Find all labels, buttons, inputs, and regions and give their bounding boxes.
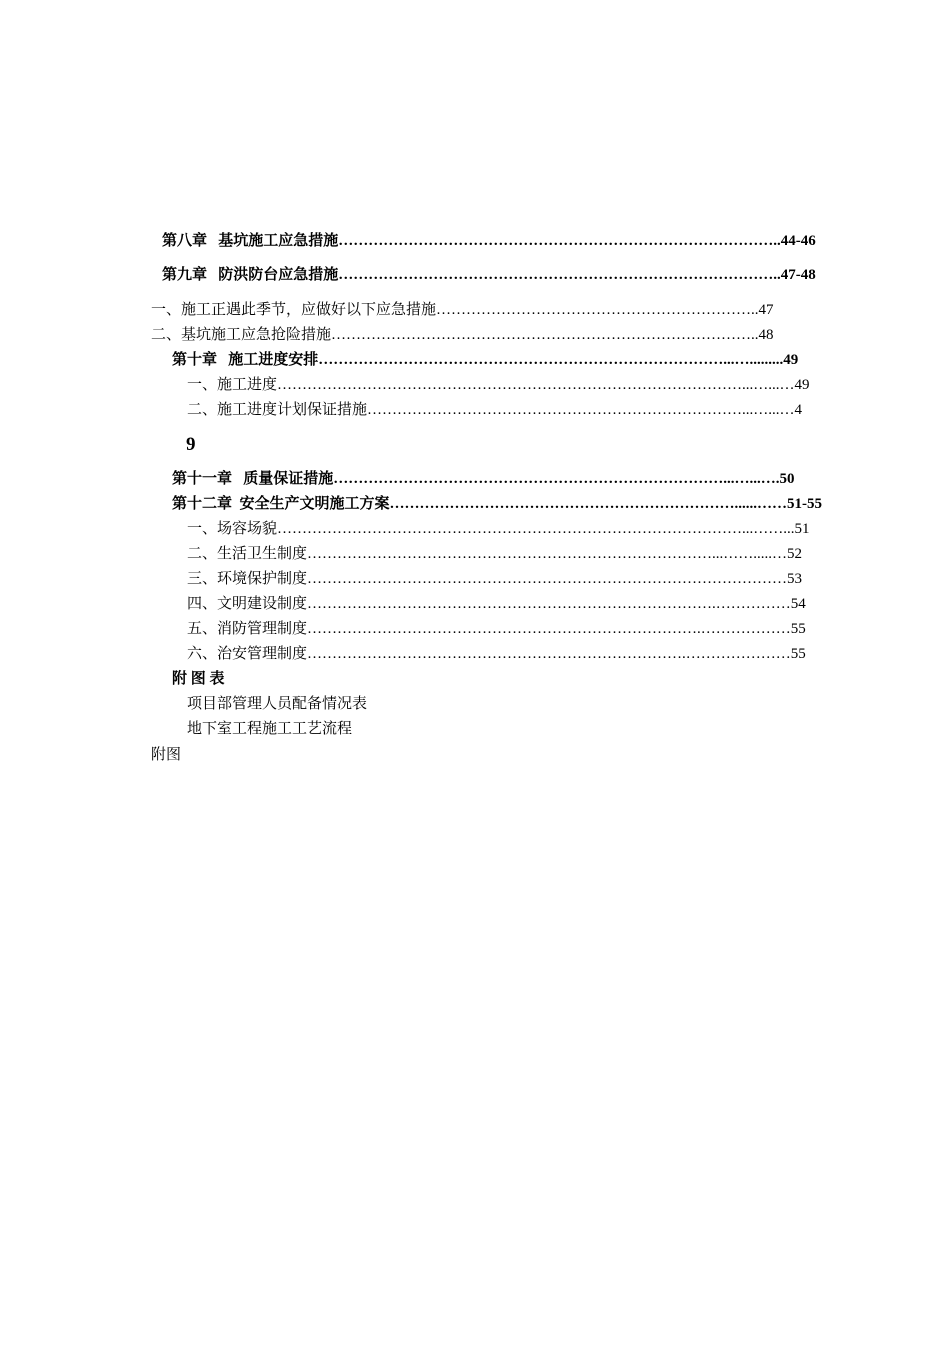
toc-page: …………53: [727, 571, 803, 587]
toc-leader-dots: ……………………………………………………………………: [307, 621, 698, 637]
toc-entry-s9-1: [151, 300, 783, 320]
toc-entry-s12-5: [187, 619, 816, 639]
appendix-heading: 附 图 表: [172, 671, 225, 687]
toc-entry-s12-2: [187, 544, 816, 564]
toc-title: 三、环境保护制度: [187, 571, 308, 587]
toc-wrapped-page-digit: 9: [186, 434, 196, 455]
toc-page: ...…...….50: [723, 471, 795, 487]
appendix-item: 地下室工程施工工艺流程: [187, 721, 353, 737]
toc-title: 四、文明建设制度: [187, 596, 308, 612]
toc-page: ......……51-55: [734, 496, 823, 512]
toc-page: ...…...…49: [742, 377, 810, 393]
toc-page: ...……...51: [742, 521, 810, 537]
toc-title: 第九章 防洪防台应急措施: [162, 267, 339, 283]
toc-entry-s12-6: [187, 644, 816, 664]
toc-leader-dots: ……………………………………………………………………: [333, 471, 724, 487]
toc-entry-s12-1: [187, 519, 816, 539]
toc-leader-dots: …………………………………………………………………: [367, 402, 743, 418]
toc-entry-s12-4: [187, 594, 816, 614]
toc-leader-dots: …………………………………………………………………………………: [277, 521, 743, 537]
toc-page: ..48: [751, 327, 774, 343]
toc-title: 二、基坑施工应急抢险措施: [151, 327, 332, 343]
appendix-item: 项目部管理人员配备情况表: [187, 696, 368, 712]
toc-title: 五、消防管理制度: [187, 621, 308, 637]
toc-title: 第十章 施工进度安排: [172, 352, 319, 368]
toc-leader-dots: ……………………………………………………………………………: [338, 233, 774, 249]
toc-leader-dots: …………………………………………………………………: [307, 646, 683, 662]
toc-entry-s9-2: [151, 325, 784, 345]
toc-leader-dots: ………………………………………………………………………: [318, 352, 724, 368]
toc-title: 二、生活卫生制度: [187, 546, 308, 562]
toc-title: 第十一章 质量保证措施: [172, 471, 334, 487]
toc-leader-dots: ……………………………………………………………………………: [338, 267, 774, 283]
toc-entry-s10-2: [187, 400, 808, 420]
toc-leader-dots: …………………………………………………………………………: [331, 327, 752, 343]
toc-page: ...…….....…52: [712, 546, 803, 562]
toc-title: 六、治安管理制度: [187, 646, 308, 662]
toc-leader-dots: ……………………………………………………………: [389, 496, 735, 512]
toc-entry-s10-1: [187, 375, 816, 395]
toc-leader-dots: …………………………………………………………………………: [307, 571, 728, 587]
toc-page: ...…...…4: [742, 402, 803, 418]
toc-entry-ch8: [162, 231, 829, 251]
toc-page: ...….........49: [723, 352, 799, 368]
toc-page: ..47-48: [773, 267, 816, 283]
toc-title: 一、施工进度: [187, 377, 278, 393]
toc-entry-ch10: [172, 350, 805, 370]
toc-page: ..47: [751, 302, 774, 318]
toc-page: .……………54: [712, 596, 806, 612]
toc-entry-ch12: [172, 494, 830, 514]
toc-title: 一、施工正遇此季节，应做好以下应急措施: [151, 302, 437, 318]
toc-page: .…………………55: [682, 646, 806, 662]
toc-page: ..44-46: [773, 233, 816, 249]
toc-title: 一、场容场貌: [187, 521, 278, 537]
toc-title: 第十二章 安全生产文明施工方案: [172, 496, 390, 512]
toc-title: 二、施工进度计划保证措施: [187, 402, 368, 418]
toc-leader-dots: ………………………………………………………………………: [307, 596, 713, 612]
toc-leader-dots: ………………………………………………………………………: [307, 546, 713, 562]
toc-entry-s12-3: [187, 569, 816, 589]
toc-title: 第八章 基坑施工应急措施: [162, 233, 339, 249]
toc-entry-ch9: [162, 265, 829, 285]
toc-page: .………………55: [697, 621, 806, 637]
toc-entry-ch11: [172, 469, 805, 489]
appendix-footer: 附图: [151, 747, 182, 763]
toc-leader-dots: …………………………………………………………………………………: [277, 377, 743, 393]
toc-leader-dots: ………………………………………………………: [436, 302, 752, 318]
